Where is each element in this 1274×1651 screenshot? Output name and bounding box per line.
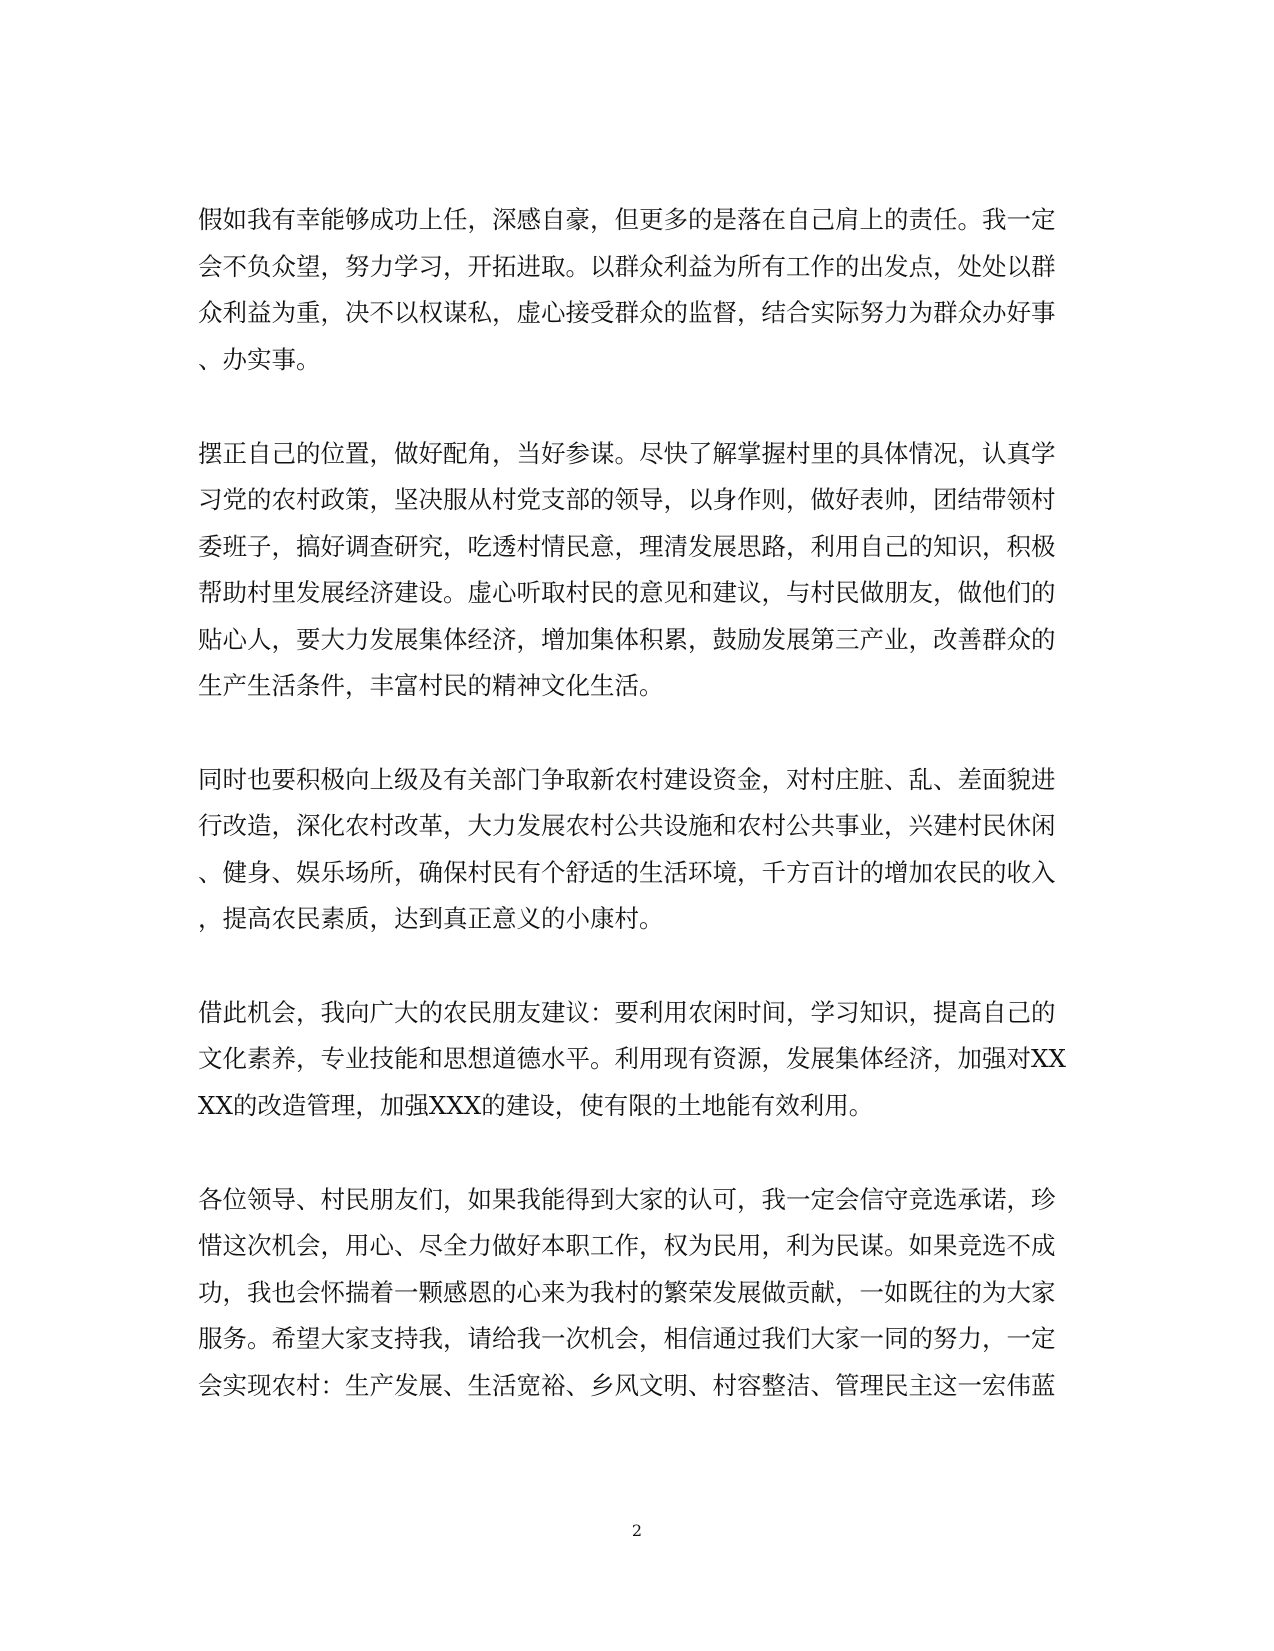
- paragraph-5-line-3: 功，我也会怀揣着一颗感恩的心来为我村的繁荣发展做贡献，一如既往的为大家: [198, 1278, 1056, 1307]
- paragraph-1-line-4: 、办实事。: [198, 345, 321, 374]
- paragraph-5-line-2: 惜这次机会，用心、尽全力做好本职工作，权为民用，利为民谋。如果竞选不成: [198, 1231, 1056, 1260]
- paragraph-3-line-2: 行改造，深化农村改革，大力发展农村公共设施和农村公共事业，兴建村民休闲: [198, 811, 1056, 840]
- paragraph-4-line-2: 文化素养，专业技能和思想道德水平。利用现有资源，发展集体经济，加强对XX: [198, 1044, 1066, 1073]
- paragraph-1-line-2: 会不负众望，努力学习，开拓进取。以群众利益为所有工作的出发点，处处以群: [198, 252, 1056, 281]
- paragraph-1-line-3: 众利益为重，决不以权谋私，虚心接受群众的监督，结合实际努力为群众办好事: [198, 298, 1056, 327]
- paragraph-1-line-1: 假如我有幸能够成功上任，深感自豪，但更多的是落在自己肩上的责任。我一定: [198, 205, 1056, 234]
- page-number: 2: [631, 1521, 643, 1540]
- paragraph-2-line-2: 习党的农村政策，坚决服从村党支部的领导，以身作则，做好表帅，团结带领村: [198, 485, 1056, 514]
- paragraph-5-line-1: 各位领导、村民朋友们，如果我能得到大家的认可，我一定会信守竞选承诺，珍: [198, 1185, 1056, 1214]
- paragraph-2-line-5: 贴心人，要大力发展集体经济，增加集体积累，鼓励发展第三产业，改善群众的: [198, 625, 1056, 654]
- paragraph-5-line-5: 会实现农村：生产发展、生活宽裕、乡风文明、村容整洁、管理民主这一宏伟蓝: [198, 1371, 1056, 1400]
- paragraph-2-line-3: 委班子，搞好调查研究，吃透村情民意，理清发展思路，利用自己的知识，积极: [198, 532, 1056, 561]
- paragraph-2-line-6: 生产生活条件，丰富村民的精神文化生活。: [198, 671, 664, 700]
- paragraph-4-line-3: XX的改造管理，加强XXX的建设，使有限的土地能有效利用。: [198, 1091, 874, 1120]
- paragraph-3-line-1: 同时也要积极向上级及有关部门争取新农村建设资金，对村庄脏、乱、差面貌进: [198, 765, 1056, 794]
- paragraph-3-line-4: ，提高农民素质，达到真正意义的小康村。: [198, 904, 664, 933]
- paragraph-5-line-4: 服务。希望大家支持我，请给我一次机会，相信通过我们大家一同的努力，一定: [198, 1324, 1056, 1353]
- paragraph-2-line-4: 帮助村里发展经济建设。虚心听取村民的意见和建议，与村民做朋友，做他们的: [198, 578, 1056, 607]
- paragraph-4-line-1: 借此机会，我向广大的农民朋友建议：要利用农闲时间，学习知识，提高自己的: [198, 998, 1056, 1027]
- paragraph-2-line-1: 摆正自己的位置，做好配角，当好参谋。尽快了解掌握村里的具体情况，认真学: [198, 439, 1056, 468]
- paragraph-3-line-3: 、健身、娱乐场所，确保村民有个舒适的生活环境，千方百计的增加农民的收入: [198, 858, 1056, 887]
